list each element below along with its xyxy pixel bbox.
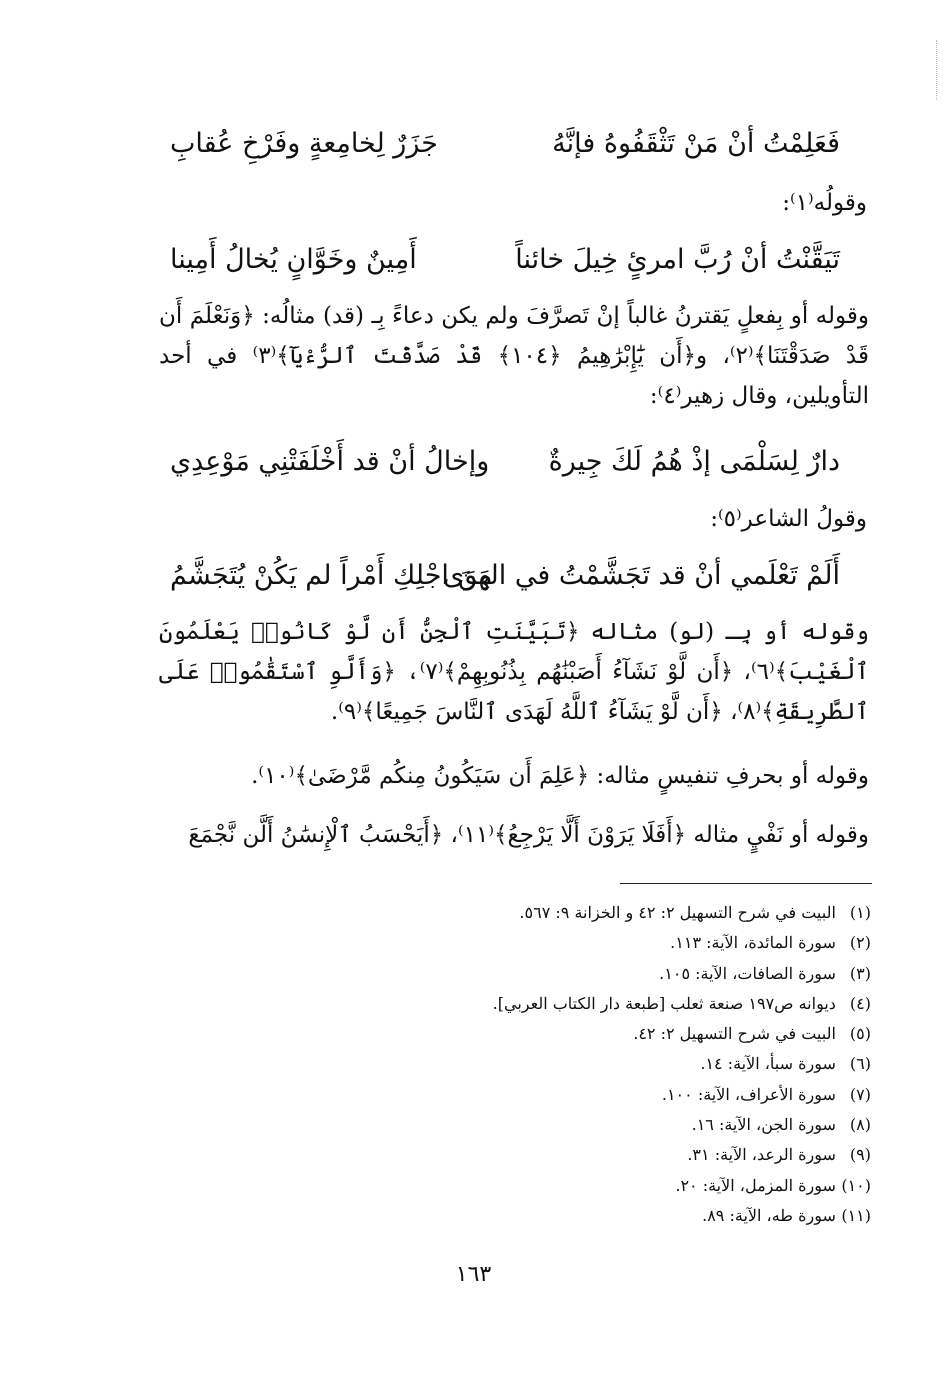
footnote-text: البيت في شرح التسهيل ٢: ٤٢. [633,1024,836,1044]
text-line: وقولُ الشاعر⁽٥⁾: [710,506,867,532]
poetry-verse [170,236,870,284]
verse-second-hemistich: وإخالُ أنْ قد أَخْلَفَتْنِي مَوْعِدِي [170,446,490,477]
text-paragraph: وقوله أو بِـ (لو) مثاله ﴿تَبَيَّنَتِ ٱلْجِنُّ أَن لَّوْ كَانُوا۟ يَعْلَمُونَ ٱلْغَيْبَ﴾⁽٦⁾، ﴿أَن لَّوْ نَشَآءُ أَصَبْنَٰهُم بِذُنُوبِهِمْ﴾⁽٧⁾، ﴿وَأَلَّوِ ٱسْتَقَٰمُوا۟ عَلَى ٱلطَّرِيقَةِ﴾⁽٨⁾، ﴿أَن لَّوْ يَشَآءُ ٱللَّهُ لَهَدَى ٱلنَّاسَ جَمِيعًا﴾⁽٩⁾. [159,619,869,725]
footnote-divider [620,883,872,884]
poetry-verse [170,120,870,168]
footnotes-list [151,898,871,1231]
footnote-text: سورة طه، الآية: ٨٩. [702,1205,836,1225]
verse-first-hemistich: دارٌ لِسَلْمَى إذْ هُمُ لَكَ جِيرةٌ [548,446,840,477]
footnote-number: (١) [849,903,871,922]
verse-first-hemistich: تَيَقَّنْتُ أنْ رُبَّ امرئٍ خِيلَ خائناً [515,244,840,275]
footnote [151,1080,871,1110]
footnote-number: (٣) [849,963,871,983]
footnote-number: (٩) [849,1145,871,1165]
text-paragraph: وقوله أو بِفعلٍ يَقترنُ غالباً إنْ تَصرَّفَ ولم يكن دعاءً بِـ (قد) مثالُه: ﴿وَنَعْلَمَ أَن قَدْ صَدَقْتَنَا﴾⁽٢⁾، و﴿أَن يَٰٓإِبْرَٰهِيمُ ﴿١٠٤﴾ قَدْ صَدَّقْتَ ٱلرُّءْيَآ﴾⁽٣⁾ في أحد التأويلين، وقال زهير⁽٤⁾: [159,303,869,409]
footnote-text: سورة الصافات، الآية: ١٠٥. [659,963,836,983]
verse-second-hemistich: مِنَ اجْلِكِ أَمْراً لم يَكُنْ يُتَجَشَّمُ [170,560,493,591]
footnote [151,1140,871,1170]
footnote [151,898,871,928]
footnote [151,928,871,958]
footnote-number: (٢) [849,933,871,953]
footnote-number: (٦) [849,1054,871,1074]
text-paragraph: وقوله أو نَفْيٍ مثاله ﴿أَفَلَا يَرَوْنَ أَلَّا يَرْجِعُ﴾⁽١١⁾، ﴿أَيَحْسَبُ ٱلْإِنسَٰنُ أَلَّن نَّجْمَعَ [188,822,869,848]
verse-second-hemistich: أَمِينٌ وخَوَّانٍ يُخالُ أَمِينا [170,244,417,275]
footnote-number: (١٠) [841,1175,871,1195]
poetry-verse [170,438,870,486]
poetry-verse [170,552,870,600]
footnote-number: (١١) [841,1205,871,1225]
footnote-number: (٨) [849,1115,871,1135]
footnote-text: سورة الرعد، الآية: ٣١. [687,1145,836,1165]
text-line: وقولُه⁽١⁾: [782,190,867,216]
scan-edge-mark [936,40,940,100]
footnote-text: سورة الجن، الآية: ١٦. [691,1115,836,1135]
footnote-text: ديوانه ص١٩٧ صنعة ثعلب [طبعة دار الكتاب العربي]. [492,993,836,1013]
footnote-text: سورة سبأ، الآية: ١٤. [700,1054,836,1074]
footnote [151,1110,871,1140]
footnote [151,1171,871,1201]
footnote-text: سورة المائدة، الآية: ١١٣. [670,933,836,953]
page-number: ١٦٣ [455,1262,492,1287]
footnote [151,959,871,989]
footnote-text: سورة المزمل، الآية: ٢٠. [675,1175,836,1195]
footnote [151,1201,871,1231]
footnote [151,1049,871,1079]
verse-first-hemistich: فَعَلِمْتُ أنْ مَنْ تَثْقَفُوهُ فإنَّهُ [552,128,840,159]
footnote-number: (٧) [849,1084,871,1104]
verse-first-hemistich: أَلَمْ تَعْلَمي أنْ قد تَجَشَّمْتُ في الهَوَى [442,560,840,591]
text-paragraph: وقوله أو بحرفِ تنفيسٍ مثاله: ﴿عَلِمَ أَن سَيَكُونُ مِنكُم مَّرْضَىٰ﴾⁽١٠⁾. [251,763,869,789]
verse-second-hemistich: جَزَرٌ لِخامِعةٍ وفَرْخِ عُقابِ [170,128,438,159]
footnote-text: البيت في شرح التسهيل ٢: ٤٢ و الخزانة ٩: ٥٦٧. [519,903,836,922]
footnote [151,989,871,1019]
footnote-number: (٥) [849,1024,871,1044]
footnote [151,1019,871,1049]
footnote-text: سورة الأعراف، الآية: ١٠٠. [661,1084,836,1104]
footnote-number: (٤) [849,993,871,1013]
